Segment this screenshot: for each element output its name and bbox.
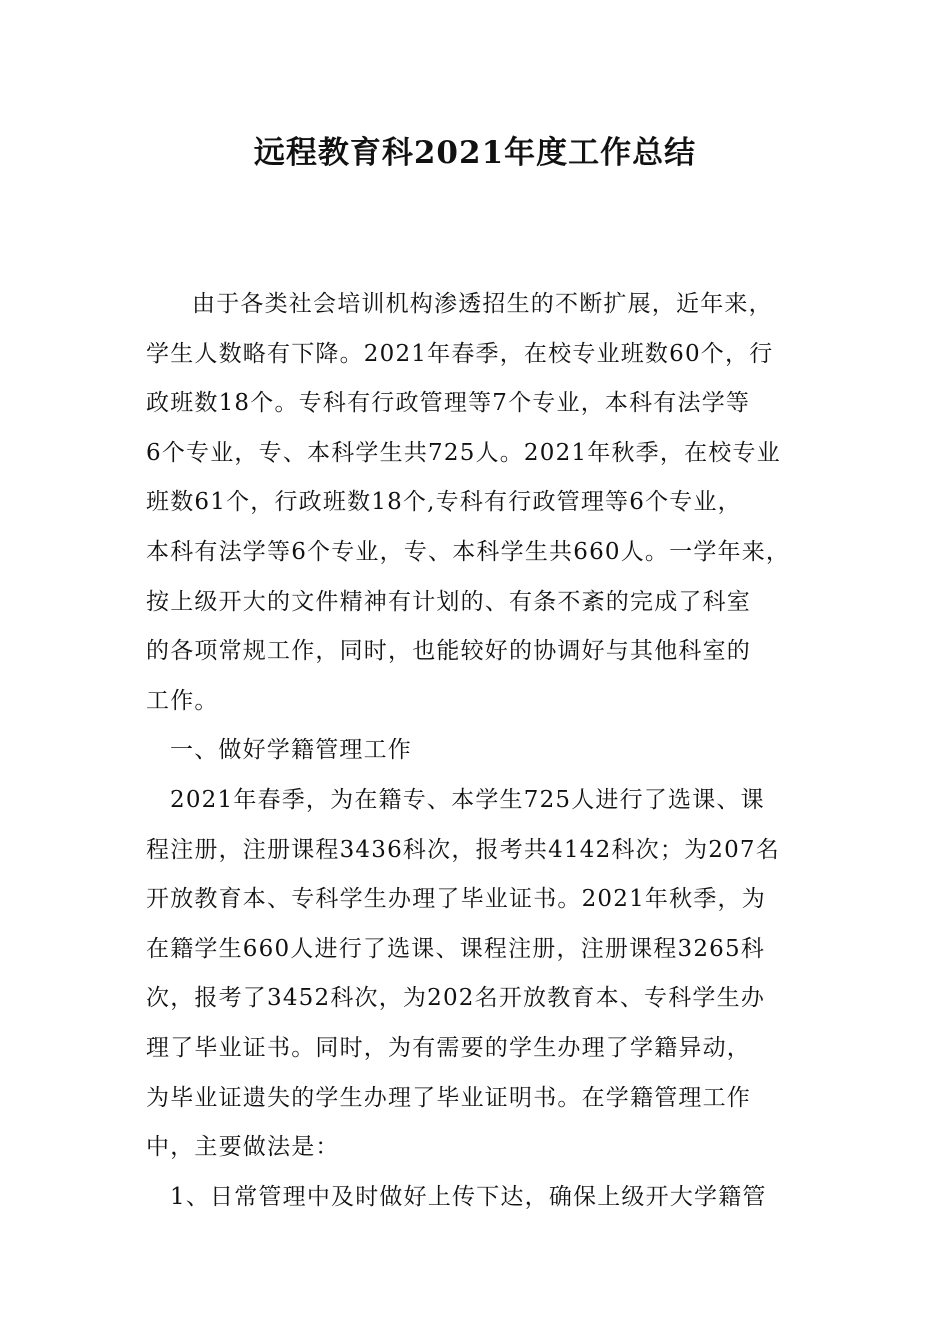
paragraph-line: 由于各类社会培训机构渗透招生的不断扩展，近年来， xyxy=(192,291,773,317)
paragraph-line: 程注册，注册课程3436科次，报考共4142科次；为207名 xyxy=(146,836,780,863)
paragraph-line: 在籍学生660人进行了选课、课程注册，注册课程3265科 xyxy=(146,935,766,962)
paragraph-line: 6个专业，专、本科学生共725人。2021年秋季，在校专业 xyxy=(146,439,781,466)
paragraph-line: 按上级开大的文件精神有计划的、有条不紊的完成了科室 xyxy=(146,588,751,615)
paragraph-line: 开放教育本、专科学生办理了毕业证书。2021年秋季，为 xyxy=(146,886,766,913)
paragraph-line: 次，报考了3452科次，为202名开放教育本、专科学生办 xyxy=(146,985,766,1012)
paragraph-line: 为毕业证遗失的学生办理了毕业证明书。在学籍管理工作 xyxy=(146,1084,751,1111)
paragraph-line: 本科有法学等6个专业，专、本科学生共660人。一学年来， xyxy=(146,538,791,565)
document-body xyxy=(146,280,826,1222)
paragraph-line: 中，主要做法是： xyxy=(146,1134,340,1161)
paragraph-line: 工作。 xyxy=(146,687,219,714)
paragraph-line: 政班数18个。专科有行政管理等7个专业，本科有法学等 xyxy=(146,390,751,417)
list-item: 1、日常管理中及时做好上传下达，确保上级开大学籍管 xyxy=(170,1183,767,1210)
paragraph-line: 理了毕业证书。同时，为有需要的学生办理了学籍异动， xyxy=(146,1034,751,1061)
paragraph-line: 班数61个，行政班数18个,专科有行政管理等6个专业， xyxy=(146,489,742,516)
paragraph-line: 2021年春季，为在籍专、本学生725人进行了选课、课 xyxy=(170,786,765,813)
section-heading: 一、做好学籍管理工作 xyxy=(170,737,412,764)
document-title: 远程教育科2021年度工作总结 xyxy=(253,135,697,171)
paragraph-line: 的各项常规工作，同时，也能较好的协调好与其他科室的 xyxy=(146,638,751,665)
paragraph-line: 学生人数略有下降。2021年春季，在校专业班数60个，行 xyxy=(146,340,774,367)
